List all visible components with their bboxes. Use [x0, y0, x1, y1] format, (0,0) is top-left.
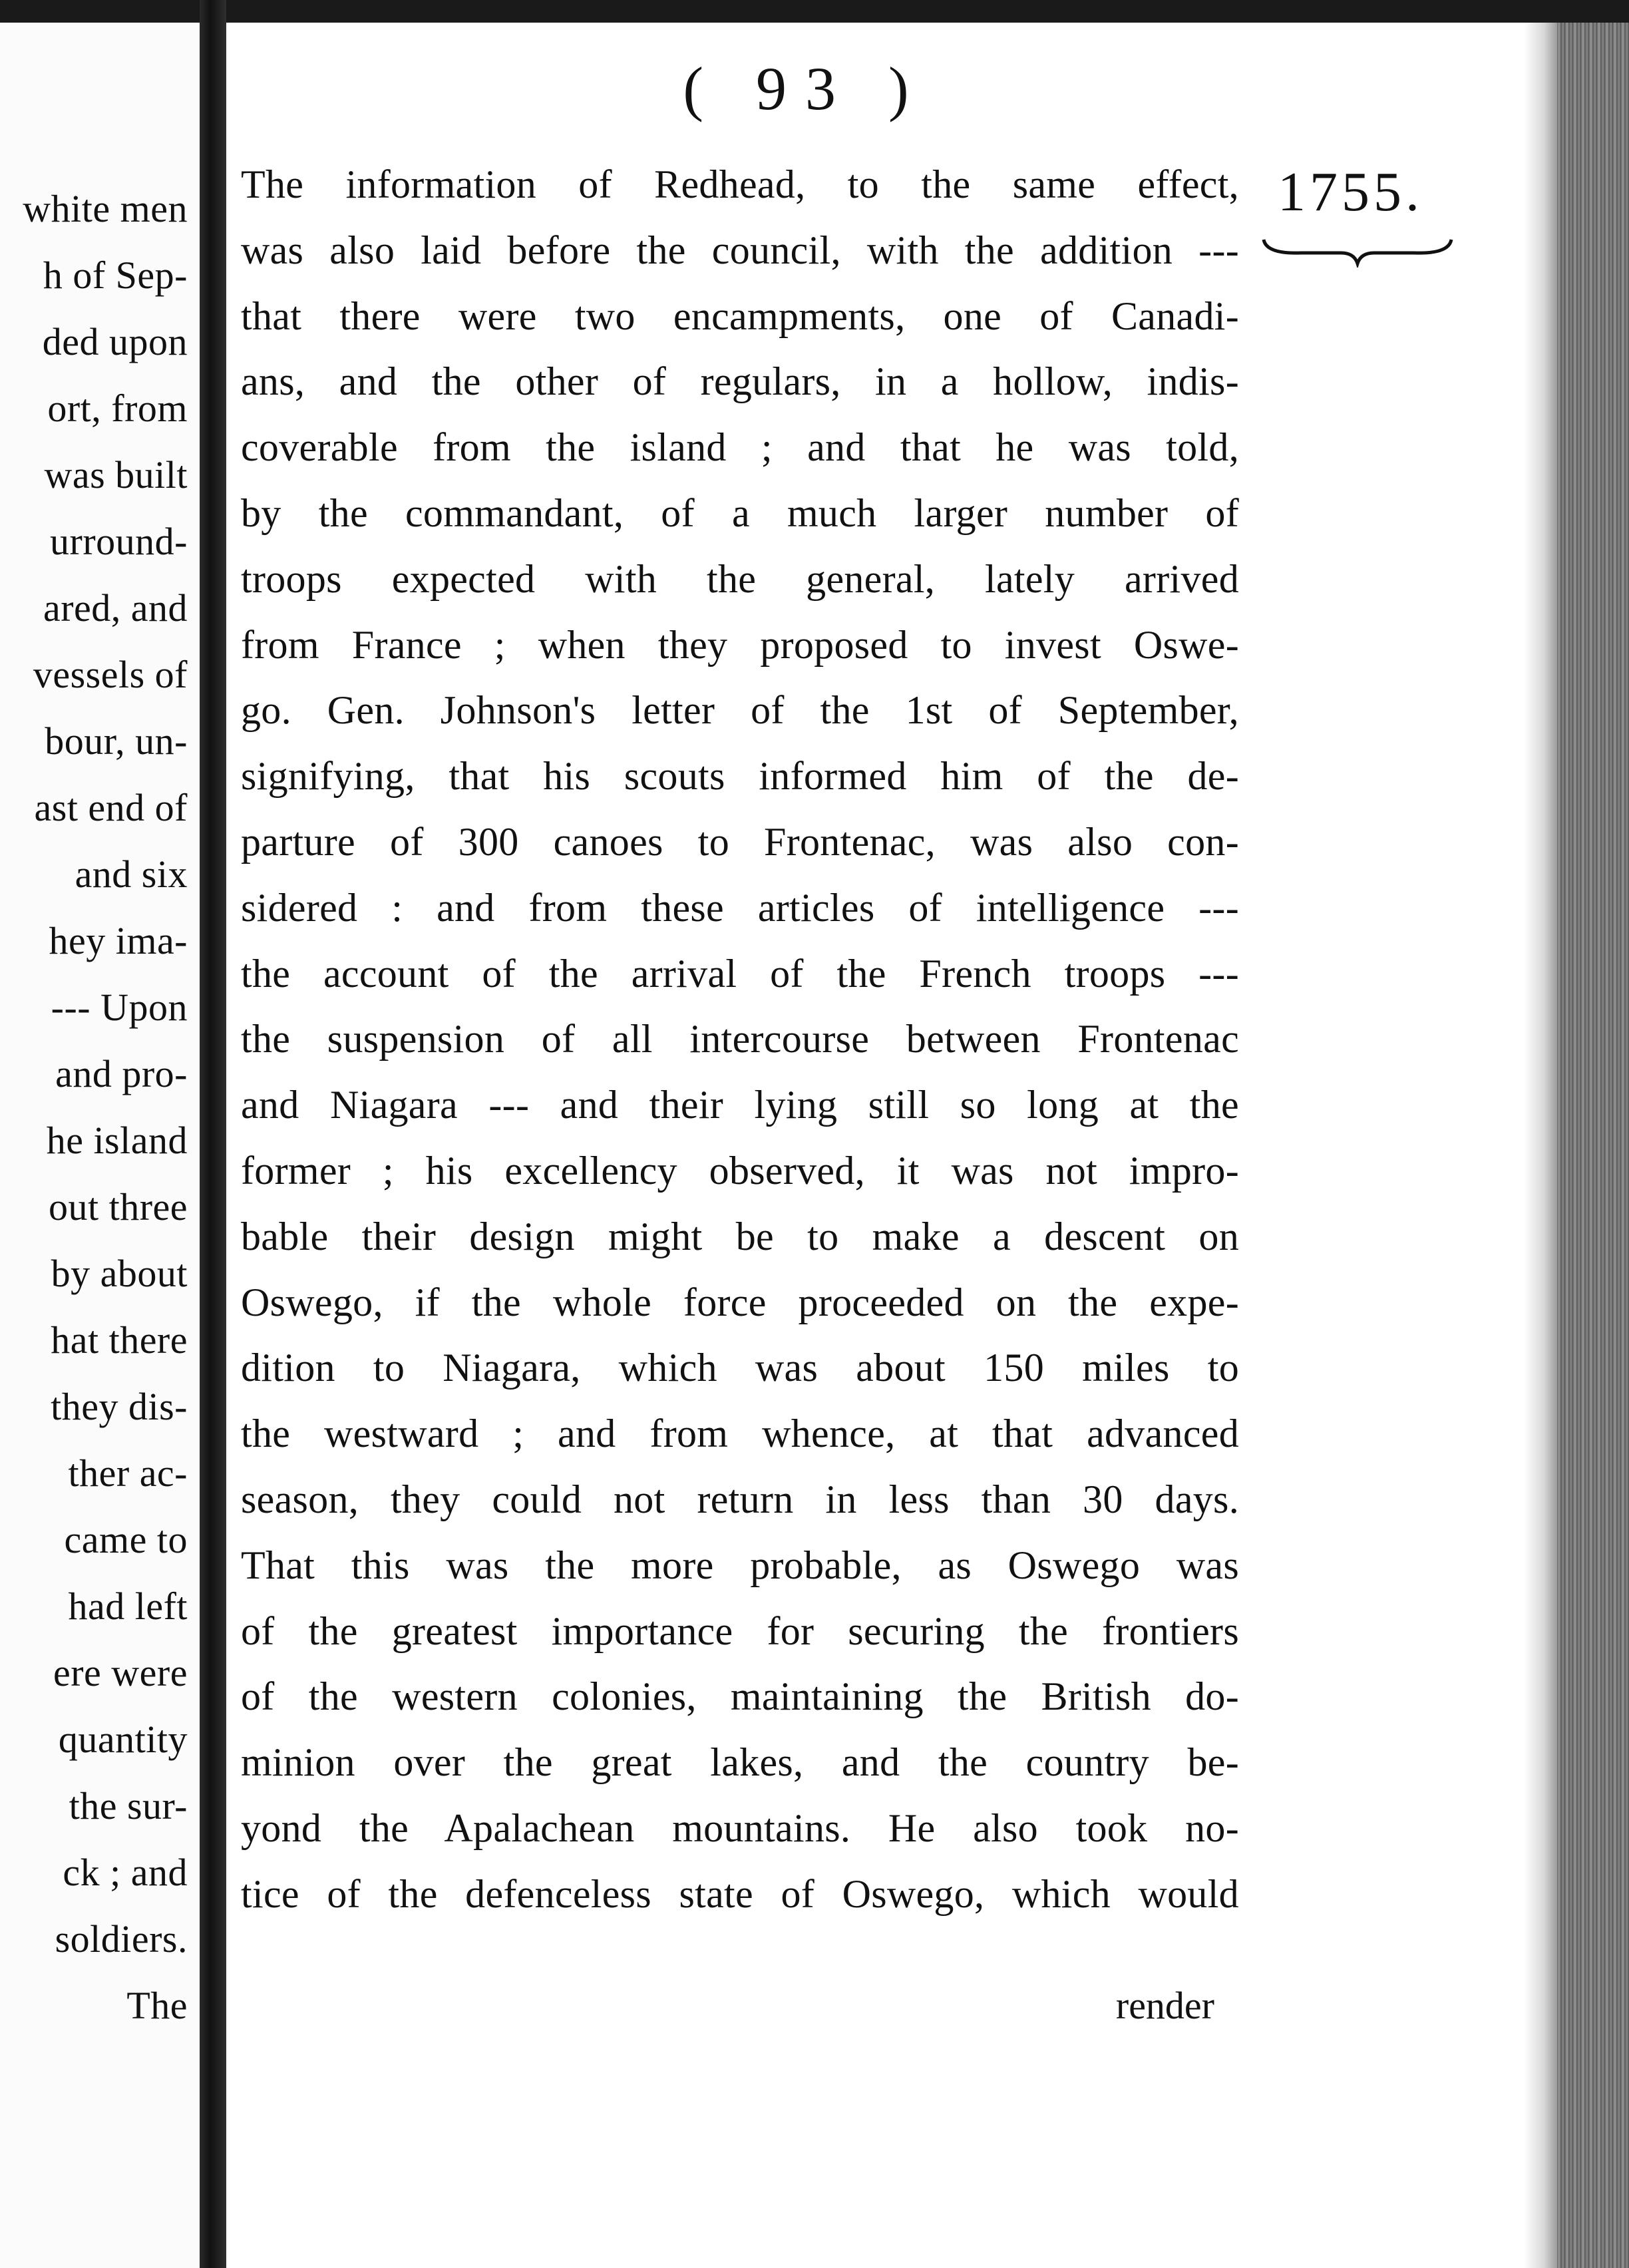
text-line: coverable from the island ; and that he was told, [241, 425, 1239, 470]
left-page [0, 23, 200, 2268]
text-line: dition to Niagara, which was about 150 miles to [241, 1346, 1239, 1390]
left-line: ded upon [42, 320, 188, 363]
text-line: go. Gen. Johnson's letter of the 1st of September, [241, 688, 1239, 733]
text-line: former ; his excellency observed, it was not impro- [241, 1148, 1239, 1193]
book-gutter [200, 0, 226, 2268]
text-line: tice of the defenceless state of Oswego, which would [241, 1871, 1239, 1916]
left-line: had left [68, 1585, 188, 1628]
left-line: hey ima- [49, 919, 188, 962]
text-line: bable their design might be to make a descent on [241, 1214, 1239, 1258]
left-line: h of Sep- [43, 254, 188, 297]
text-line: from France ; when they proposed to invest Oswe- [241, 622, 1239, 667]
left-line: quantity [58, 1718, 188, 1761]
margin-year: 1755. [1278, 161, 1423, 223]
left-line: and pro- [55, 1052, 188, 1095]
left-line: the sur- [69, 1784, 188, 1827]
left-page-text [0, 176, 188, 2039]
text-line: The information of Redhead, to the same effect, [241, 162, 1239, 206]
left-line: The [126, 1984, 188, 2027]
text-line: the suspension of all intercourse between Frontenac [241, 1017, 1239, 1061]
left-line: ort, from [47, 387, 188, 430]
left-line: bour, un- [45, 719, 188, 763]
left-line: ared, and [43, 586, 188, 630]
scan-top-edge [0, 0, 1629, 23]
text-line: by the commandant, of a much larger number of [241, 490, 1239, 535]
left-line: ther ac- [68, 1451, 188, 1495]
left-line: by about [51, 1252, 188, 1295]
left-line: --- Upon [51, 986, 188, 1029]
left-line: he island [46, 1119, 188, 1162]
text-line: that there were two encampments, one of Canadi- [241, 293, 1239, 338]
left-line: ast end of [34, 786, 188, 829]
left-line: and six [75, 852, 188, 896]
left-line: soldiers. [55, 1917, 188, 1961]
text-line: the westward ; and from whence, at that advanced [241, 1412, 1239, 1456]
left-line: was built [44, 453, 188, 496]
text-line: of the greatest importance for securing the frontiers [241, 1608, 1239, 1653]
text-line: of the western colonies, maintaining the British do- [241, 1674, 1239, 1719]
left-line: came to [64, 1518, 188, 1561]
left-line: white men [23, 187, 188, 230]
page-edge-shadow [1524, 23, 1557, 2268]
left-line: out three [48, 1185, 188, 1228]
text-line: was also laid before the council, with the addition --- [241, 228, 1239, 272]
text-line: parture of 300 canoes to Frontenac, was also con- [241, 819, 1239, 864]
page-stack-edge [1557, 23, 1629, 2268]
year-brace-icon [1261, 234, 1454, 268]
left-line: vessels of [33, 653, 188, 696]
left-line: ck ; and [63, 1851, 188, 1894]
page-number: ( 93 ) [683, 55, 928, 122]
text-line: ans, and the other of regulars, in a hollow, indis- [241, 359, 1239, 404]
text-line: Oswego, if the whole force proceeded on the expe- [241, 1280, 1239, 1324]
text-line: and Niagara --- and their lying still so long at the [241, 1083, 1239, 1127]
page-body-text [241, 152, 1239, 1927]
text-line: minion over the great lakes, and the country be- [241, 1740, 1239, 1785]
text-line: yond the Apalachean mountains. He also took no- [241, 1805, 1239, 1850]
text-line: That this was the more probable, as Oswego was [241, 1543, 1239, 1587]
left-line: hat there [51, 1318, 188, 1362]
left-line: they dis- [51, 1385, 188, 1428]
left-line: urround- [50, 520, 188, 563]
text-line: season, they could not return in less than 30 days. [241, 1477, 1239, 1521]
left-line: ere were [53, 1651, 188, 1694]
catchword: render [1115, 1984, 1214, 2027]
text-line: the account of the arrival of the French troops --- [241, 951, 1239, 996]
text-line: troops expected with the general, lately arrived [241, 556, 1239, 601]
text-line: signifying, that his scouts informed him of the de- [241, 754, 1239, 799]
text-line: sidered : and from these articles of intelligence --- [241, 885, 1239, 930]
